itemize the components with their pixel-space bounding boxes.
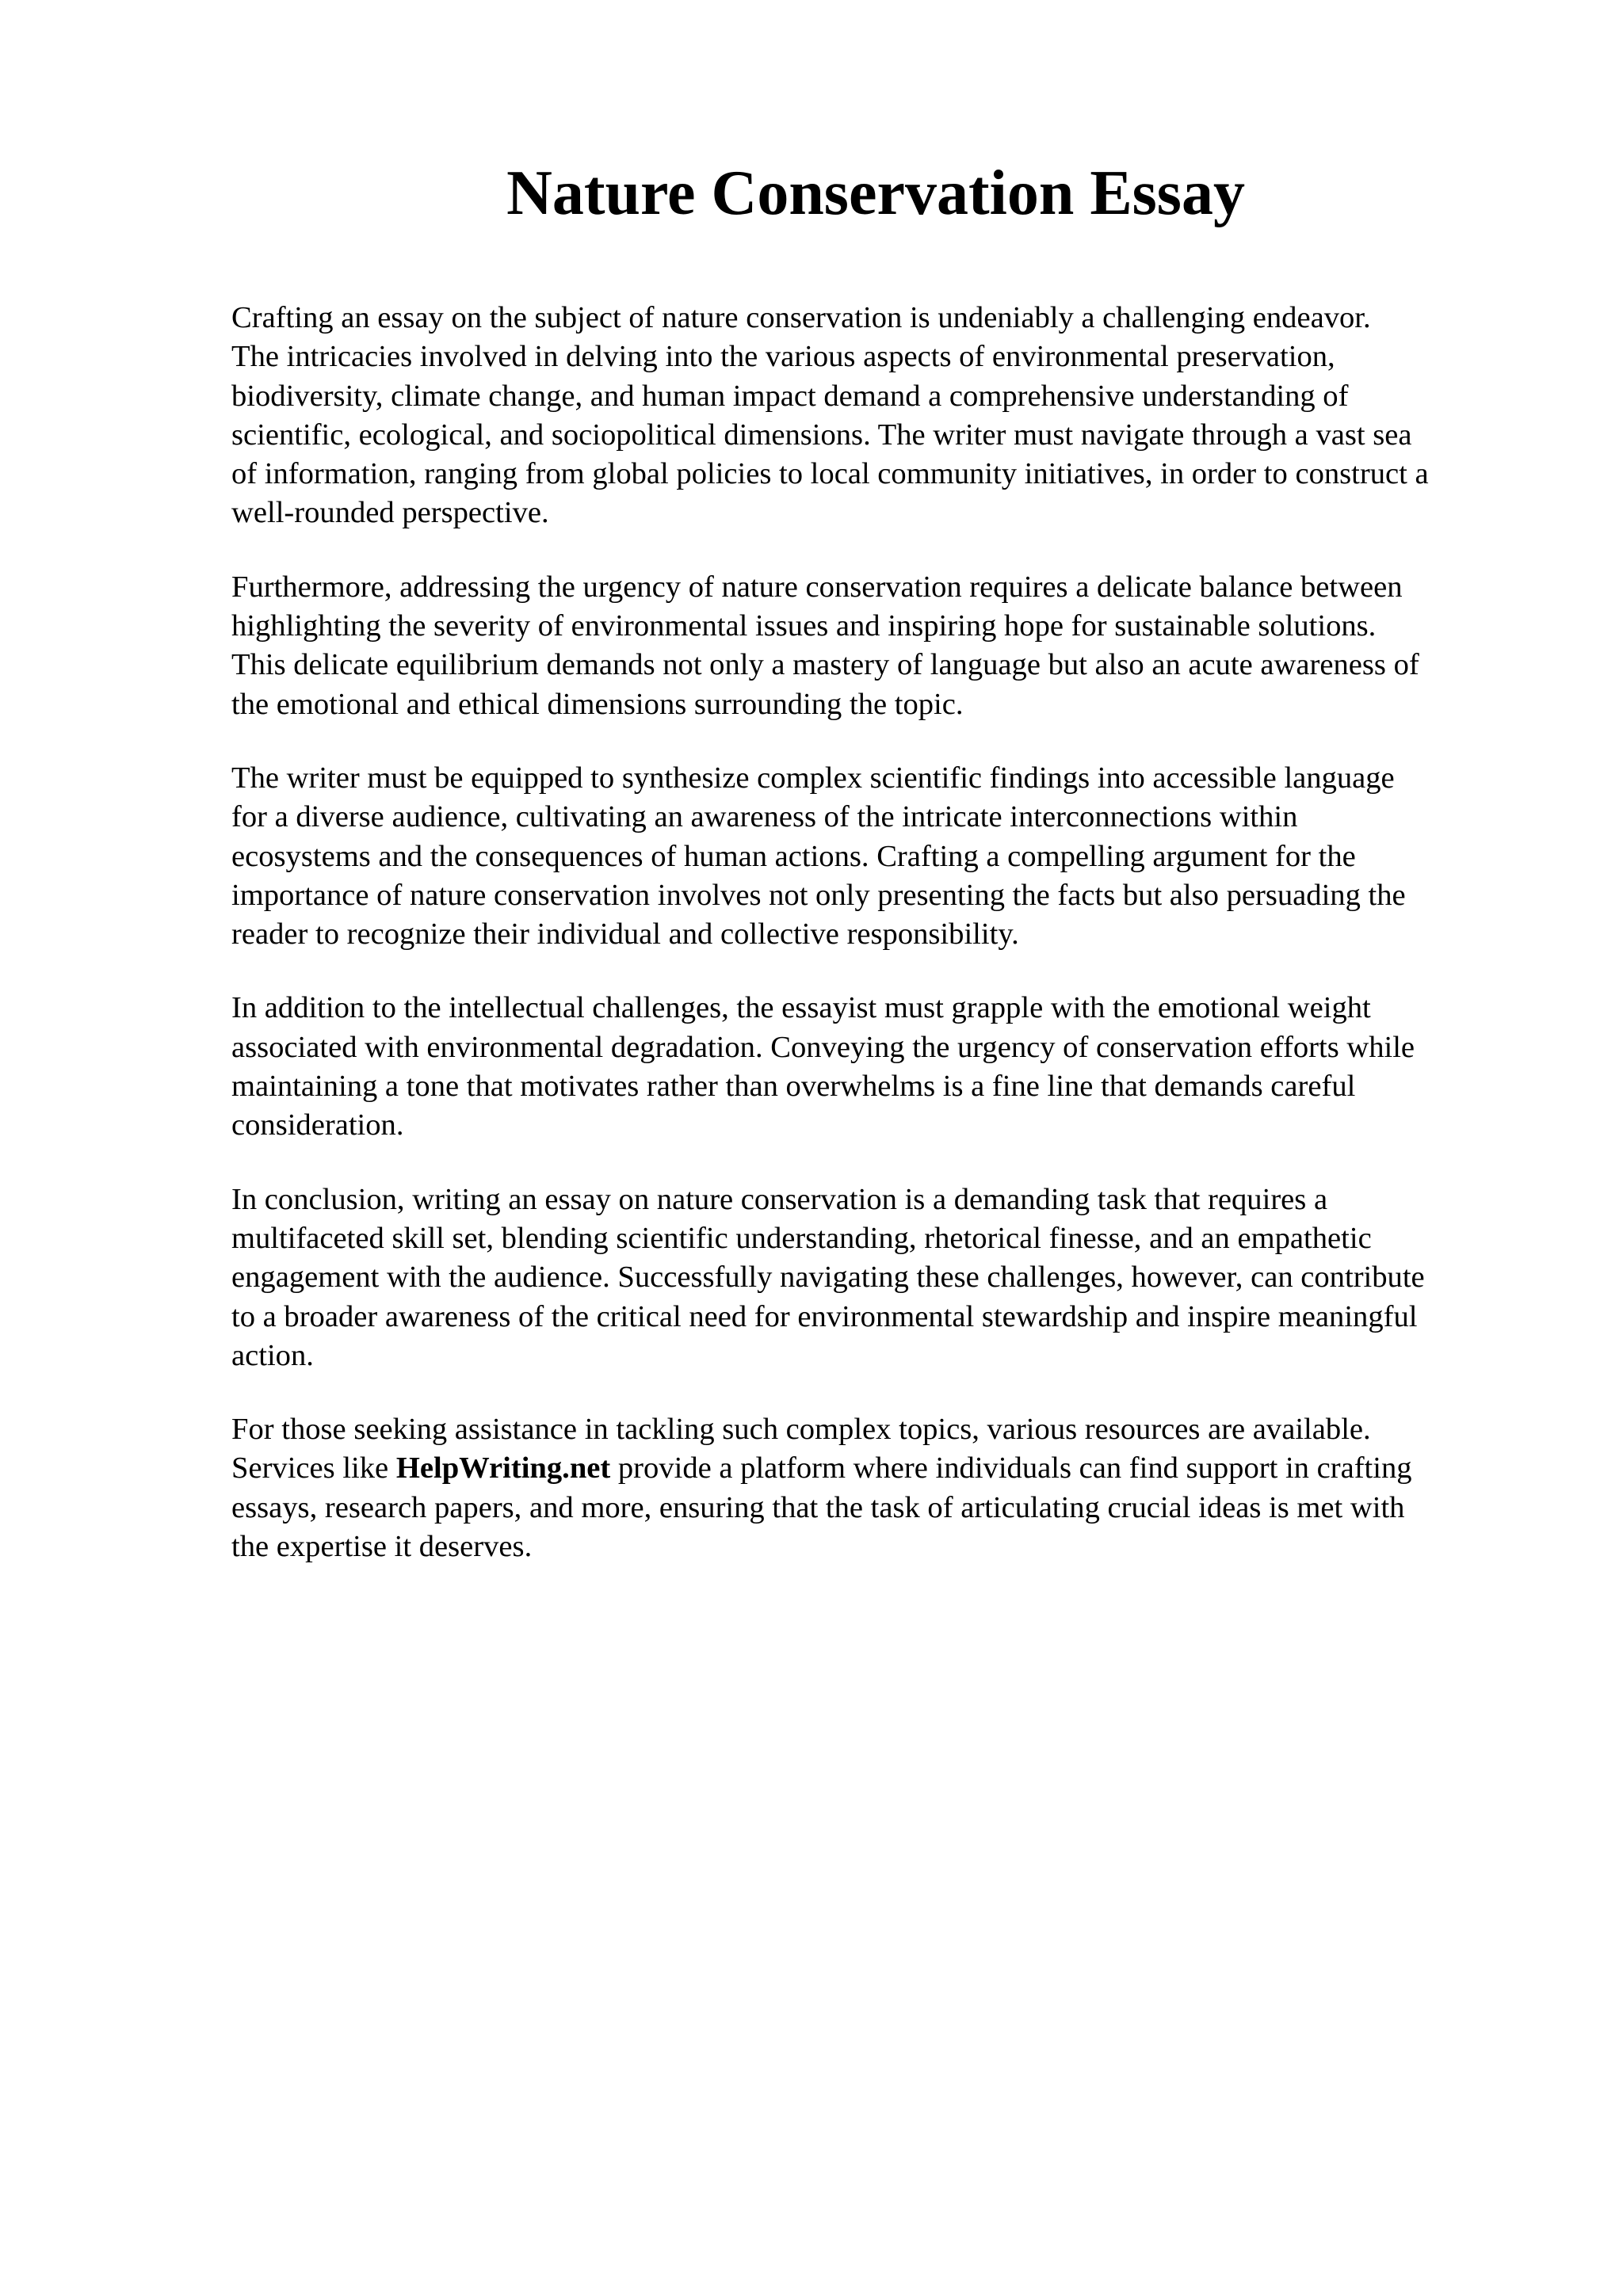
text-line <box>231 1449 1547 1488</box>
text-line: the expertise it deserves. <box>231 1530 533 1564</box>
paragraph-2 <box>231 568 1547 724</box>
paragraph-6 <box>231 1410 1547 1566</box>
text-line: engagement with the audience. Successfully navigating these challenges, however, can contribute <box>231 1261 1425 1295</box>
text-line: The intricacies involved in delving into the various aspects of environmental preservation, <box>231 340 1335 374</box>
essay-body <box>231 299 1547 1601</box>
text-line: In addition to the intellectual challenges, the essayist must grapple with the emotional weight <box>231 991 1371 1025</box>
text-line: essays, research papers, and more, ensuring that the task of articulating crucial ideas is met with <box>231 1490 1405 1524</box>
text-segment: Services like <box>231 1451 396 1486</box>
text-line: well-rounded perspective. <box>231 496 549 530</box>
text-line: to a broader awareness of the critical need for environmental stewardship and inspire meaningful <box>231 1299 1418 1333</box>
paragraph-4 <box>231 989 1547 1145</box>
page-title: Nature Conservation Essay <box>506 158 1245 228</box>
paragraph-5 <box>231 1180 1547 1375</box>
text-line: consideration. <box>231 1108 404 1142</box>
text-line: Crafting an essay on the subject of nature conservation is undeniably a challenging endeavor. <box>231 301 1371 334</box>
text-line: For those seeking assistance in tackling such complex topics, various resources are available. <box>231 1413 1371 1447</box>
text-line: Furthermore, addressing the urgency of nature conservation requires a delicate balance between <box>231 570 1403 604</box>
text-line: This delicate equilibrium demands not only a mastery of language but also an acute awareness of <box>231 648 1419 682</box>
brand-name: HelpWriting.net <box>395 1451 611 1486</box>
text-line: reader to recognize their individual and collective responsibility. <box>231 917 1019 952</box>
text-line: In conclusion, writing an essay on nature conservation is a demanding task that requires a <box>231 1182 1328 1216</box>
text-line: scientific, ecological, and sociopolitical dimensions. The writer must navigate through a vast sea <box>231 418 1412 452</box>
text-line: highlighting the severity of environmental issues and inspiring hope for sustainable solutions. <box>231 609 1377 643</box>
text-line: the emotional and ethical dimensions surrounding the topic. <box>231 687 964 721</box>
text-line: ecosystems and the consequences of human actions. Crafting a compelling argument for the <box>231 839 1356 873</box>
text-line: biodiversity, climate change, and human impact demand a comprehensive understanding of <box>231 379 1349 413</box>
text-line: of information, ranging from global policies to local community initiatives, in order to construct a <box>231 457 1429 491</box>
text-line: action. <box>231 1338 314 1372</box>
text-line: The writer must be equipped to synthesize complex scientific findings into accessible language <box>231 761 1395 795</box>
text-line: importance of nature conservation involves not only presenting the facts but also persuading the <box>231 878 1406 912</box>
text-line: maintaining a tone that motivates rather than overwhelms is a fine line that demands careful <box>231 1070 1356 1104</box>
text-segment: provide a platform where individuals can find support in crafting <box>610 1451 1412 1486</box>
text-line: for a diverse audience, cultivating an awareness of the intricate interconnections within <box>231 800 1298 834</box>
text-line: associated with environmental degradation. Conveying the urgency of conservation efforts while <box>231 1030 1415 1064</box>
paragraph-3 <box>231 759 1547 954</box>
paragraph-1 <box>231 299 1547 533</box>
text-line: multifaceted skill set, blending scientific understanding, rhetorical finesse, and an empathetic <box>231 1221 1372 1255</box>
